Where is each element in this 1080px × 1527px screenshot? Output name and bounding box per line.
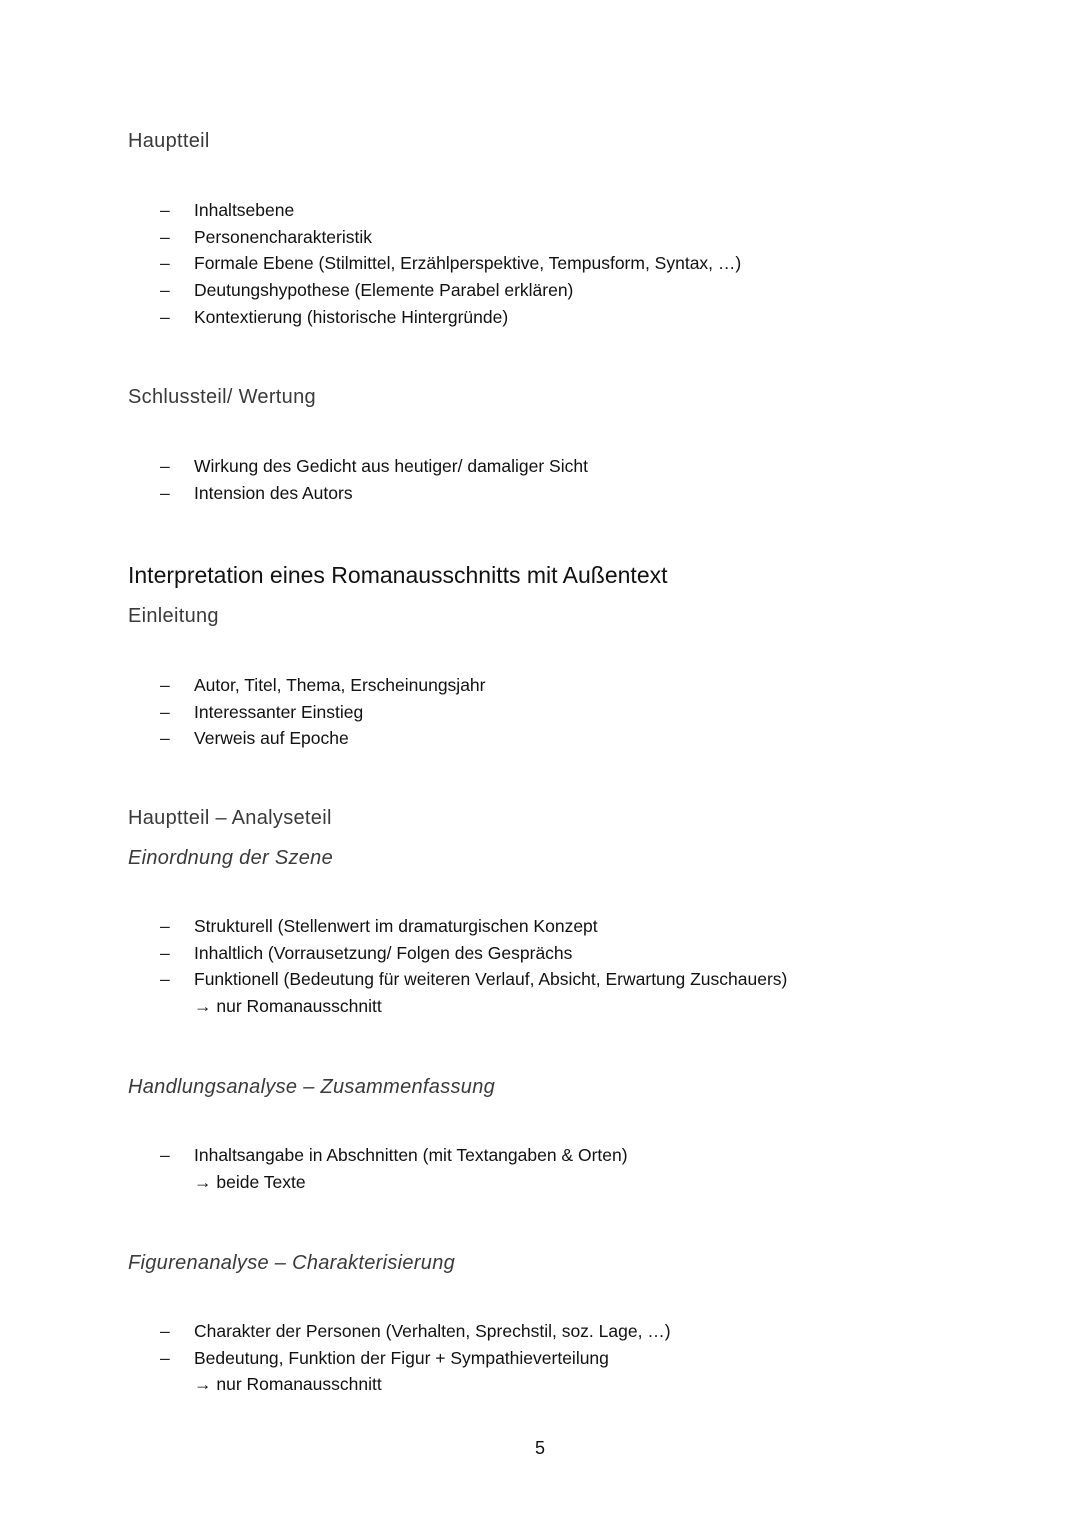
page-number: 5 bbox=[534, 1438, 545, 1458]
list-item-text: Funktionell (Bedeutung für weiteren Verlauf, Absicht, Erwartung Zuschauers) bbox=[194, 969, 788, 990]
section-heading-einleitung: Einleitung bbox=[128, 605, 219, 627]
dash-bullet: – bbox=[160, 675, 170, 695]
subheading-figurenanalyse: Figurenanalyse – Charakterisierung bbox=[128, 1252, 456, 1274]
section-heading-analyseteil: Hauptteil – Analyseteil bbox=[128, 807, 332, 829]
list-item-text: Inhaltsebene bbox=[194, 200, 295, 220]
dash-bullet: – bbox=[160, 969, 170, 990]
list-item-text: Inhaltlich (Vorrausetzung/ Folgen des Gesprächs bbox=[194, 942, 573, 963]
list-item-text: Deutungshypothese (Elemente Parabel erklären) bbox=[194, 280, 574, 301]
list-item-text: Bedeutung, Funktion der Figur + Sympathieverteilung bbox=[194, 1347, 609, 1368]
list-item-text: Strukturell (Stellenwert im dramaturgischen Konzept bbox=[194, 916, 598, 936]
dash-bullet: – bbox=[160, 226, 170, 247]
dash-bullet: – bbox=[160, 1347, 170, 1368]
dash-bullet: – bbox=[160, 200, 170, 220]
dash-bullet: – bbox=[160, 1321, 170, 1341]
dash-bullet: – bbox=[160, 482, 170, 503]
dash-bullet: – bbox=[160, 916, 170, 936]
list-item-text: Wirkung des Gedicht aus heutiger/ damaliger Sicht bbox=[194, 456, 588, 476]
section-heading-hauptteil: Hauptteil bbox=[128, 130, 210, 152]
list-item-text: Formale Ebene (Stilmittel, Erzählperspektive, Tempusform, Syntax, …) bbox=[194, 253, 742, 274]
list-note-text: → nur Romanausschnitt bbox=[194, 1374, 382, 1395]
page-title: Interpretation eines Romanausschnitts mit Außentext bbox=[128, 562, 668, 588]
list-item-text: Inhaltsangabe in Abschnitten (mit Textangaben & Orten) bbox=[194, 1145, 628, 1165]
list-note-text: → beide Texte bbox=[194, 1171, 306, 1192]
list-note-text: → nur Romanausschnitt bbox=[194, 996, 382, 1017]
subheading-einordnung: Einordnung der Szene bbox=[128, 847, 334, 869]
list-item-text: Kontextierung (historische Hintergründe) bbox=[194, 306, 509, 327]
list-item-text: Personencharakteristik bbox=[194, 226, 372, 247]
list-item-text: Interessanter Einstieg bbox=[194, 701, 364, 722]
dash-bullet: – bbox=[160, 253, 170, 274]
dash-bullet: – bbox=[160, 306, 170, 327]
list-item-text: Intension des Autors bbox=[194, 482, 353, 503]
dash-bullet: – bbox=[160, 280, 170, 301]
subheading-handlungsanalyse: Handlungsanalyse – Zusammenfassung bbox=[128, 1076, 496, 1098]
dash-bullet: – bbox=[160, 1145, 170, 1165]
dash-bullet: – bbox=[160, 456, 170, 476]
dash-bullet: – bbox=[160, 728, 170, 749]
list-item-text: Verweis auf Epoche bbox=[194, 728, 349, 749]
section-heading-schlussteil: Schlussteil/ Wertung bbox=[128, 386, 316, 408]
dash-bullet: – bbox=[160, 701, 170, 722]
dash-bullet: – bbox=[160, 942, 170, 963]
list-item-text: Autor, Titel, Thema, Erscheinungsjahr bbox=[194, 675, 486, 695]
list-item-text: Charakter der Personen (Verhalten, Sprechstil, soz. Lage, …) bbox=[194, 1321, 671, 1341]
